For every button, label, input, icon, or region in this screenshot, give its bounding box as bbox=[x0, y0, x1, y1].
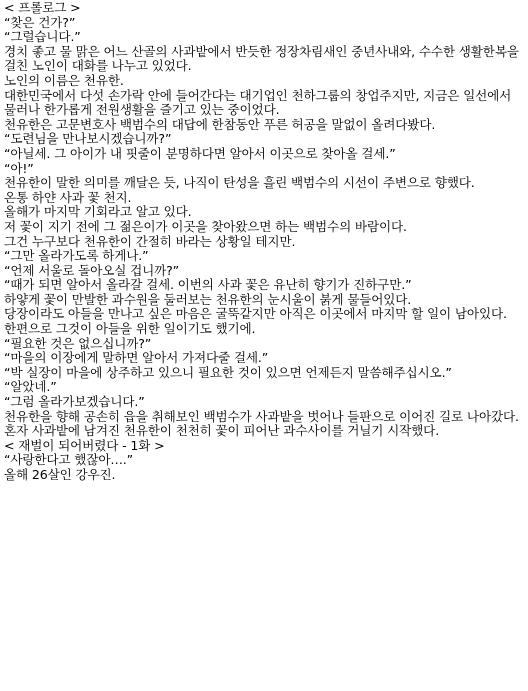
paragraph-line: “때가 되면 알아서 올라갈 걸세. 이번의 사과 꽃은 유난히 향기가 진하구만.” bbox=[4, 277, 412, 293]
paragraph-line: 노인의 이름은 천유한. bbox=[4, 72, 124, 88]
paragraph-line: “언제 서울로 돌아오실 겁니까?” bbox=[4, 262, 180, 278]
paragraph-line: “그만 올라가도록 하게나.” bbox=[4, 248, 149, 264]
paragraph-line: 한편으로 그것이 아들을 위한 일이기도 했기에. bbox=[4, 321, 256, 337]
paragraph-line: “마을의 이장에게 말하면 알아서 가져다줄 걸세.” bbox=[4, 350, 269, 366]
chapter-heading: < 재벌이 되어버렸다 - 1화 > bbox=[4, 437, 165, 453]
paragraph-line: 혼자 사과밭에 남겨진 천유한이 천천히 꽃이 피어난 과수사이를 거닐기 시작했다. bbox=[4, 423, 440, 439]
paragraph-line: “아닐세. 그 아이가 내 핏줄이 분명하다면 알아서 이곳으로 찾아올 걸세.” bbox=[4, 145, 396, 161]
paragraph-line: “박 실장이 마을에 상주하고 있으니 필요한 것이 있으면 언제든지 말씀해주십시오.” bbox=[4, 364, 452, 380]
paragraph-line: “아!” bbox=[4, 160, 34, 176]
paragraph-line: 천유한을 향해 공손히 읍을 취해보인 백범수가 사과밭을 벗어나 들판으로 이어진 길로 나아갔다. bbox=[4, 408, 519, 424]
paragraph-line: 온통 하얀 사과 꽃 천지. bbox=[4, 189, 132, 205]
paragraph-line: 올해가 마지막 기회라고 알고 있다. bbox=[4, 204, 192, 220]
paragraph-line: 천유한은 고문변호사 백범수의 대답에 한참동안 푸른 허공을 말없이 올려다봤다. bbox=[4, 116, 436, 132]
paragraph-line: “필요한 것은 없으십니까?” bbox=[4, 335, 152, 351]
paragraph-line: 당장이라도 아들을 만나고 싶은 마음은 굴뚝같지만 아직은 이곳에서 마지막 할 일이 남아있다. bbox=[4, 306, 507, 322]
paragraph-line: “그럼 올라가보겠습니다.” bbox=[4, 394, 145, 410]
paragraph-line: 하얗게 꽃이 만발한 과수원을 둘러보는 천유한의 눈시울이 붉게 물들어있다. bbox=[4, 291, 412, 307]
paragraph-line: “찾은 건가?” bbox=[4, 14, 76, 30]
paragraph-line: 저 꽃이 지기 전에 그 젊은이가 이곳을 찾아왔으면 하는 백범수의 바람이다. bbox=[4, 218, 407, 234]
paragraph-line: “그럴습니다.” bbox=[4, 29, 81, 45]
paragraph-line: “사랑한다고 했잖아….” bbox=[4, 452, 134, 468]
prologue-heading: < 프롤로그 > bbox=[4, 0, 81, 15]
paragraph-line: 경치 좋고 물 맑은 어느 산골의 사과밭에서 반듯한 정장차림새인 중년사내와, 수수한 생활한복을 걸친 노인이 대화를 나누고 있었다. bbox=[4, 43, 519, 74]
paragraph-line: 대한민국에서 다섯 손가락 안에 들어간다는 대기업인 천하그룹의 창업주지만, 지금은 일선에서 물러나 한가롭게 전원생활을 즐기고 있는 중이었다. bbox=[4, 87, 512, 118]
paragraph-line: 그건 누구보다 천유한이 간절히 바라는 상황일 테지만. bbox=[4, 233, 296, 249]
paragraph-line: “알았네.” bbox=[4, 379, 57, 395]
paragraph-line: 천유한이 말한 의미를 깨달은 듯, 나직이 탄성을 흘린 백범수의 시선이 주변으로 향했다. bbox=[4, 175, 475, 191]
paragraph-line: “도련님을 만나보시겠습니까?” bbox=[4, 131, 172, 147]
paragraph-line: 올해 26살인 강우진. bbox=[4, 467, 116, 482]
